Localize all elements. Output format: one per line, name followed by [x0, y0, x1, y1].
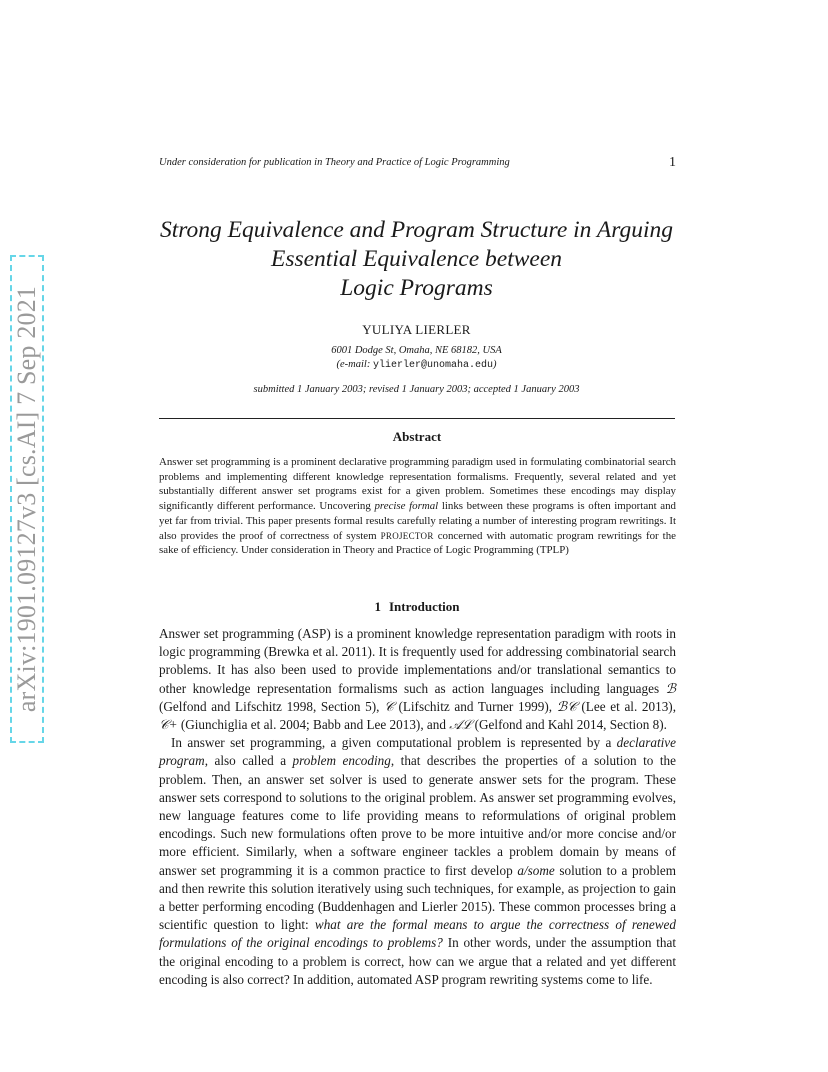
emphasis: a/some: [517, 862, 555, 878]
section-heading: [159, 599, 675, 615]
text-run: solution to a problem and then rewrite this solution iteratively using such techniques, for example, as projection to gain a better performing encoding (Buddenhagen and Lierler 2015). These common processes bring a scientific question to light:: [159, 862, 676, 933]
abstract-part: links between these programs is often important and yet far from trivial. This paper presents formal results carefully relating a number of interesting program rewritings. It also provides the proof of correctness of system: [159, 500, 676, 542]
section-number: 1: [374, 599, 381, 614]
abstract-rule: [159, 418, 675, 419]
title-line: Logic Programs: [340, 275, 493, 301]
author-email[interactable]: ylierler@unomaha.edu: [372, 360, 493, 371]
email-label: e-mail:: [340, 359, 371, 370]
section-title: Introduction: [388, 599, 460, 614]
text-run: (Lifschitz and Turner 1999),: [393, 698, 557, 714]
author-email-line: (e-mail: ylierler@unomaha.edu): [336, 359, 497, 371]
abstract-part: concerned with automatic program rewritings for the sake of efficiency. Under consideration in Theory and Practice of Logic Programming (TPLP): [159, 529, 676, 557]
author-affiliation: [150, 344, 683, 373]
language-symbol: 𝒞: [384, 698, 394, 714]
text-run: In answer set programming, a given computational problem is represented by a: [171, 735, 617, 751]
emphasis: problem encoding: [292, 753, 391, 769]
language-symbol: ℬ: [665, 680, 676, 696]
abstract-heading: Abstract: [392, 429, 442, 444]
page-number: 1: [669, 155, 676, 170]
language-symbol: 𝒜ℒ: [449, 717, 472, 733]
system-name: PROJECTOR: [380, 530, 434, 541]
title-line: Strong Equivalence and Program Structure in Arguing: [159, 217, 674, 243]
abstract-text: [159, 455, 676, 558]
arxiv-stamp[interactable]: arXiv:1901.09127v3 [cs.AI] 7 Sep 2021: [12, 285, 41, 713]
introduction-body: [159, 625, 676, 989]
author-address: 6001 Dodge St, Omaha, NE 68182, USA: [331, 345, 502, 356]
text-run: (Gelfond and Kahl 2014, Section 8).: [471, 717, 667, 733]
paragraph: [159, 734, 676, 989]
text-run: (Lee et al. 2013),: [576, 698, 677, 714]
abstract-emphasis: precise formal: [374, 500, 439, 513]
text-run: Answer set programming (ASP) is a prominent knowledge representation paradigm with roots in logic programming (Brewka et al. 2011). It is frequently used for addressing combinatorial search problems. It has also been used to provide implementations and/or translational semantics to other knowledge representation formalisms such as action languages including languages: [159, 626, 676, 696]
text-run: (Gelfond and Lifschitz 1998, Section 5),: [159, 698, 385, 714]
text-run: In other words, under the assumption that the original encoding to a problem is correct, how can we argue that a related and yet different encoding is also correct? In addition, automated ASP program rewriting systems come to life.: [159, 935, 676, 987]
title-line: Essential Equivalence between: [270, 246, 563, 272]
abstract-part: Answer set programming is a prominent declarative programming paradigm used in formulating combinatorial search problems and implementing different knowledge representation formalisms. Frequently, several related and yet substantially different answer set programs exist for a given problem. Sometimes these encodings may display significantly different performance. Uncovering: [159, 456, 676, 513]
text-run: , also called a: [204, 753, 293, 769]
submission-dates: submitted 1 January 2003; revised 1 January 2003; accepted 1 January 2003: [253, 384, 580, 395]
paragraph: [159, 625, 676, 734]
author-name: YULIYA LIERLER: [362, 322, 471, 337]
running-head: Under consideration for publication in Theory and Practice of Logic Programming: [159, 157, 510, 168]
language-symbol: ℬ𝒞: [556, 698, 577, 714]
emphasis: what are the formal means to argue the correctness of renewed formulations of the original encodings to problems?: [159, 917, 677, 951]
language-symbol: 𝒞+: [159, 717, 178, 733]
text-run: , that describes the properties of a solution to the problem. Then, an answer set solver is used to generate answer sets for the program. These answer sets correspond to solutions to the original problem. As answer set programming evolves, new language features come to life providing means to reformulations of original problem encodings. Such new formulations often prove to be more intuitive and/or more concise and/or more efficient. Similarly, when a software engineer tackles a problem domain by means of answer set programming it is a common practice to first develop: [159, 753, 677, 878]
paper-title: [150, 216, 683, 303]
text-run: (Giunchiglia et al. 2004; Babb and Lee 2013), and: [177, 717, 450, 733]
emphasis: declarative program: [159, 735, 676, 769]
